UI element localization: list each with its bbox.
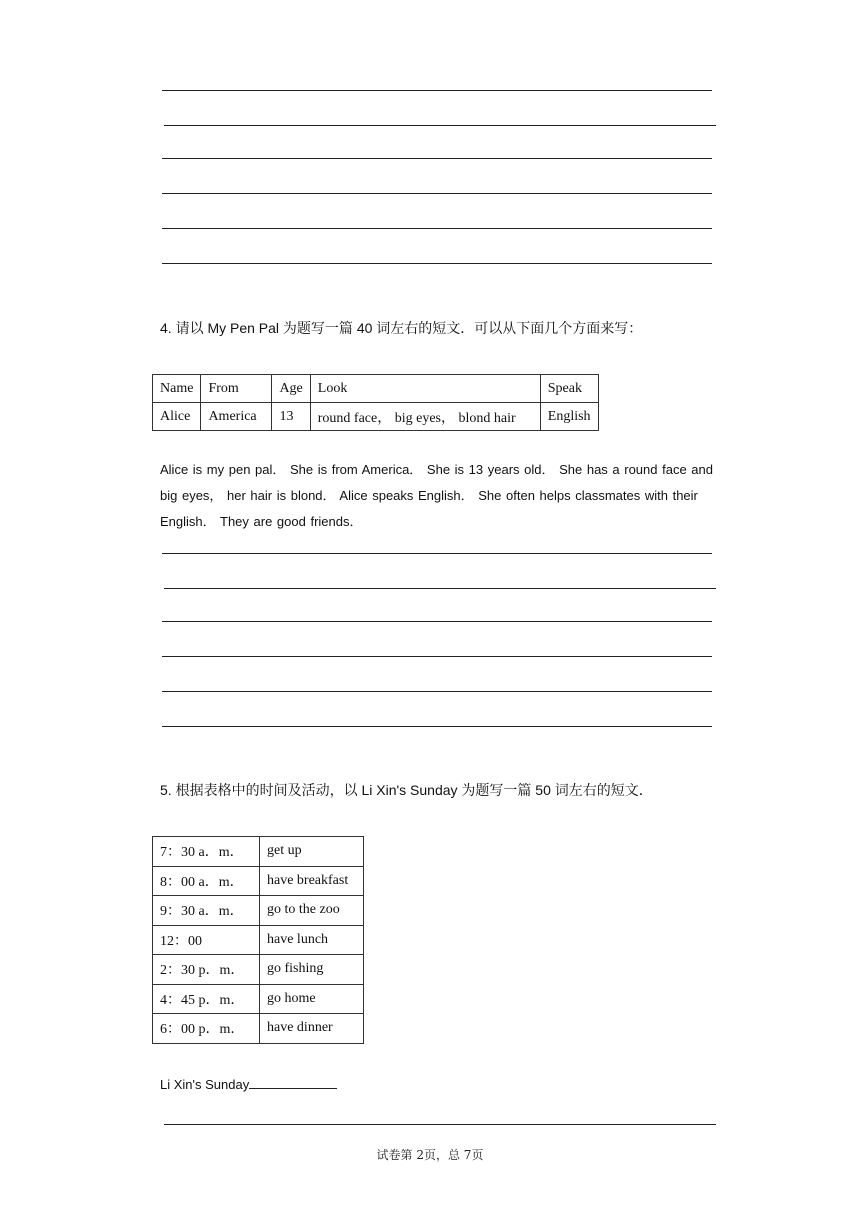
answer-line	[162, 193, 712, 194]
table-row	[153, 955, 364, 985]
answer-line	[162, 656, 712, 657]
activity-cell: go home	[260, 984, 364, 1014]
table-header-cell: Name	[153, 375, 201, 403]
table-row	[153, 837, 364, 867]
activity-cell: get up	[260, 837, 364, 867]
time-cell: 9：30 a．m．	[153, 896, 260, 926]
table-header-row	[153, 375, 599, 403]
table-row	[153, 403, 599, 431]
answer-line	[162, 158, 712, 159]
question-4-title: 4. 请以 My Pen Pal 为题写一篇 40 词左右的短文．可以从下面几个方面来写：	[160, 320, 643, 336]
table-cell: 13	[272, 403, 310, 431]
question-5-title: 5. 根据表格中的时间及活动，以 Li Xin's Sunday 为题写一篇 50 词左右的短文．	[160, 782, 653, 798]
answer-line	[164, 125, 716, 126]
table-header-cell: Age	[272, 375, 310, 403]
table-cell: English	[540, 403, 598, 431]
answer-line	[162, 90, 712, 91]
time-cell: 12：00	[153, 925, 260, 955]
table-row	[153, 896, 364, 926]
table-row	[153, 925, 364, 955]
time-cell: 2：30 p．m．	[153, 955, 260, 985]
page-footer: 试卷第 2页，总 7页	[376, 1148, 484, 1162]
table-row	[153, 866, 364, 896]
time-cell: 7：30 a．m．	[153, 837, 260, 867]
answer-line	[162, 621, 712, 622]
activity-cell: have dinner	[260, 1014, 364, 1044]
table-header-cell: From	[201, 375, 272, 403]
table-row	[153, 984, 364, 1014]
answer-title: Li Xin's Sunday	[160, 1077, 250, 1092]
answer-line	[162, 263, 712, 264]
activity-cell: go to the zoo	[260, 896, 364, 926]
sample-answer: Alice is my pen pal． She is from America． She is 13 years old． She has a round face and big eyes， her hair is blond． Alice speaks English． She often helps classmates with their English． They are good friends．	[160, 462, 713, 529]
table-header-cell: Speak	[540, 375, 598, 403]
activity-cell: have breakfast	[260, 866, 364, 896]
answer-line	[164, 588, 716, 589]
table-row	[153, 1014, 364, 1044]
time-cell: 6：00 p．m．	[153, 1014, 260, 1044]
pen-pal-table	[152, 374, 599, 431]
activity-cell: have lunch	[260, 925, 364, 955]
table-cell: round face， big eyes， blond hair	[310, 403, 540, 431]
time-cell: 8：00 a．m．	[153, 866, 260, 896]
answer-line	[162, 691, 712, 692]
answer-line	[162, 726, 712, 727]
table-cell: America	[201, 403, 272, 431]
title-blank	[249, 1074, 337, 1089]
table-cell: Alice	[153, 403, 201, 431]
answer-title-line	[160, 1074, 337, 1092]
answer-line	[162, 553, 712, 554]
schedule-table	[152, 836, 364, 1044]
time-cell: 4：45 p．m．	[153, 984, 260, 1014]
answer-line	[162, 228, 712, 229]
table-header-cell: Look	[310, 375, 540, 403]
activity-cell: go fishing	[260, 955, 364, 985]
answer-line	[164, 1124, 716, 1125]
